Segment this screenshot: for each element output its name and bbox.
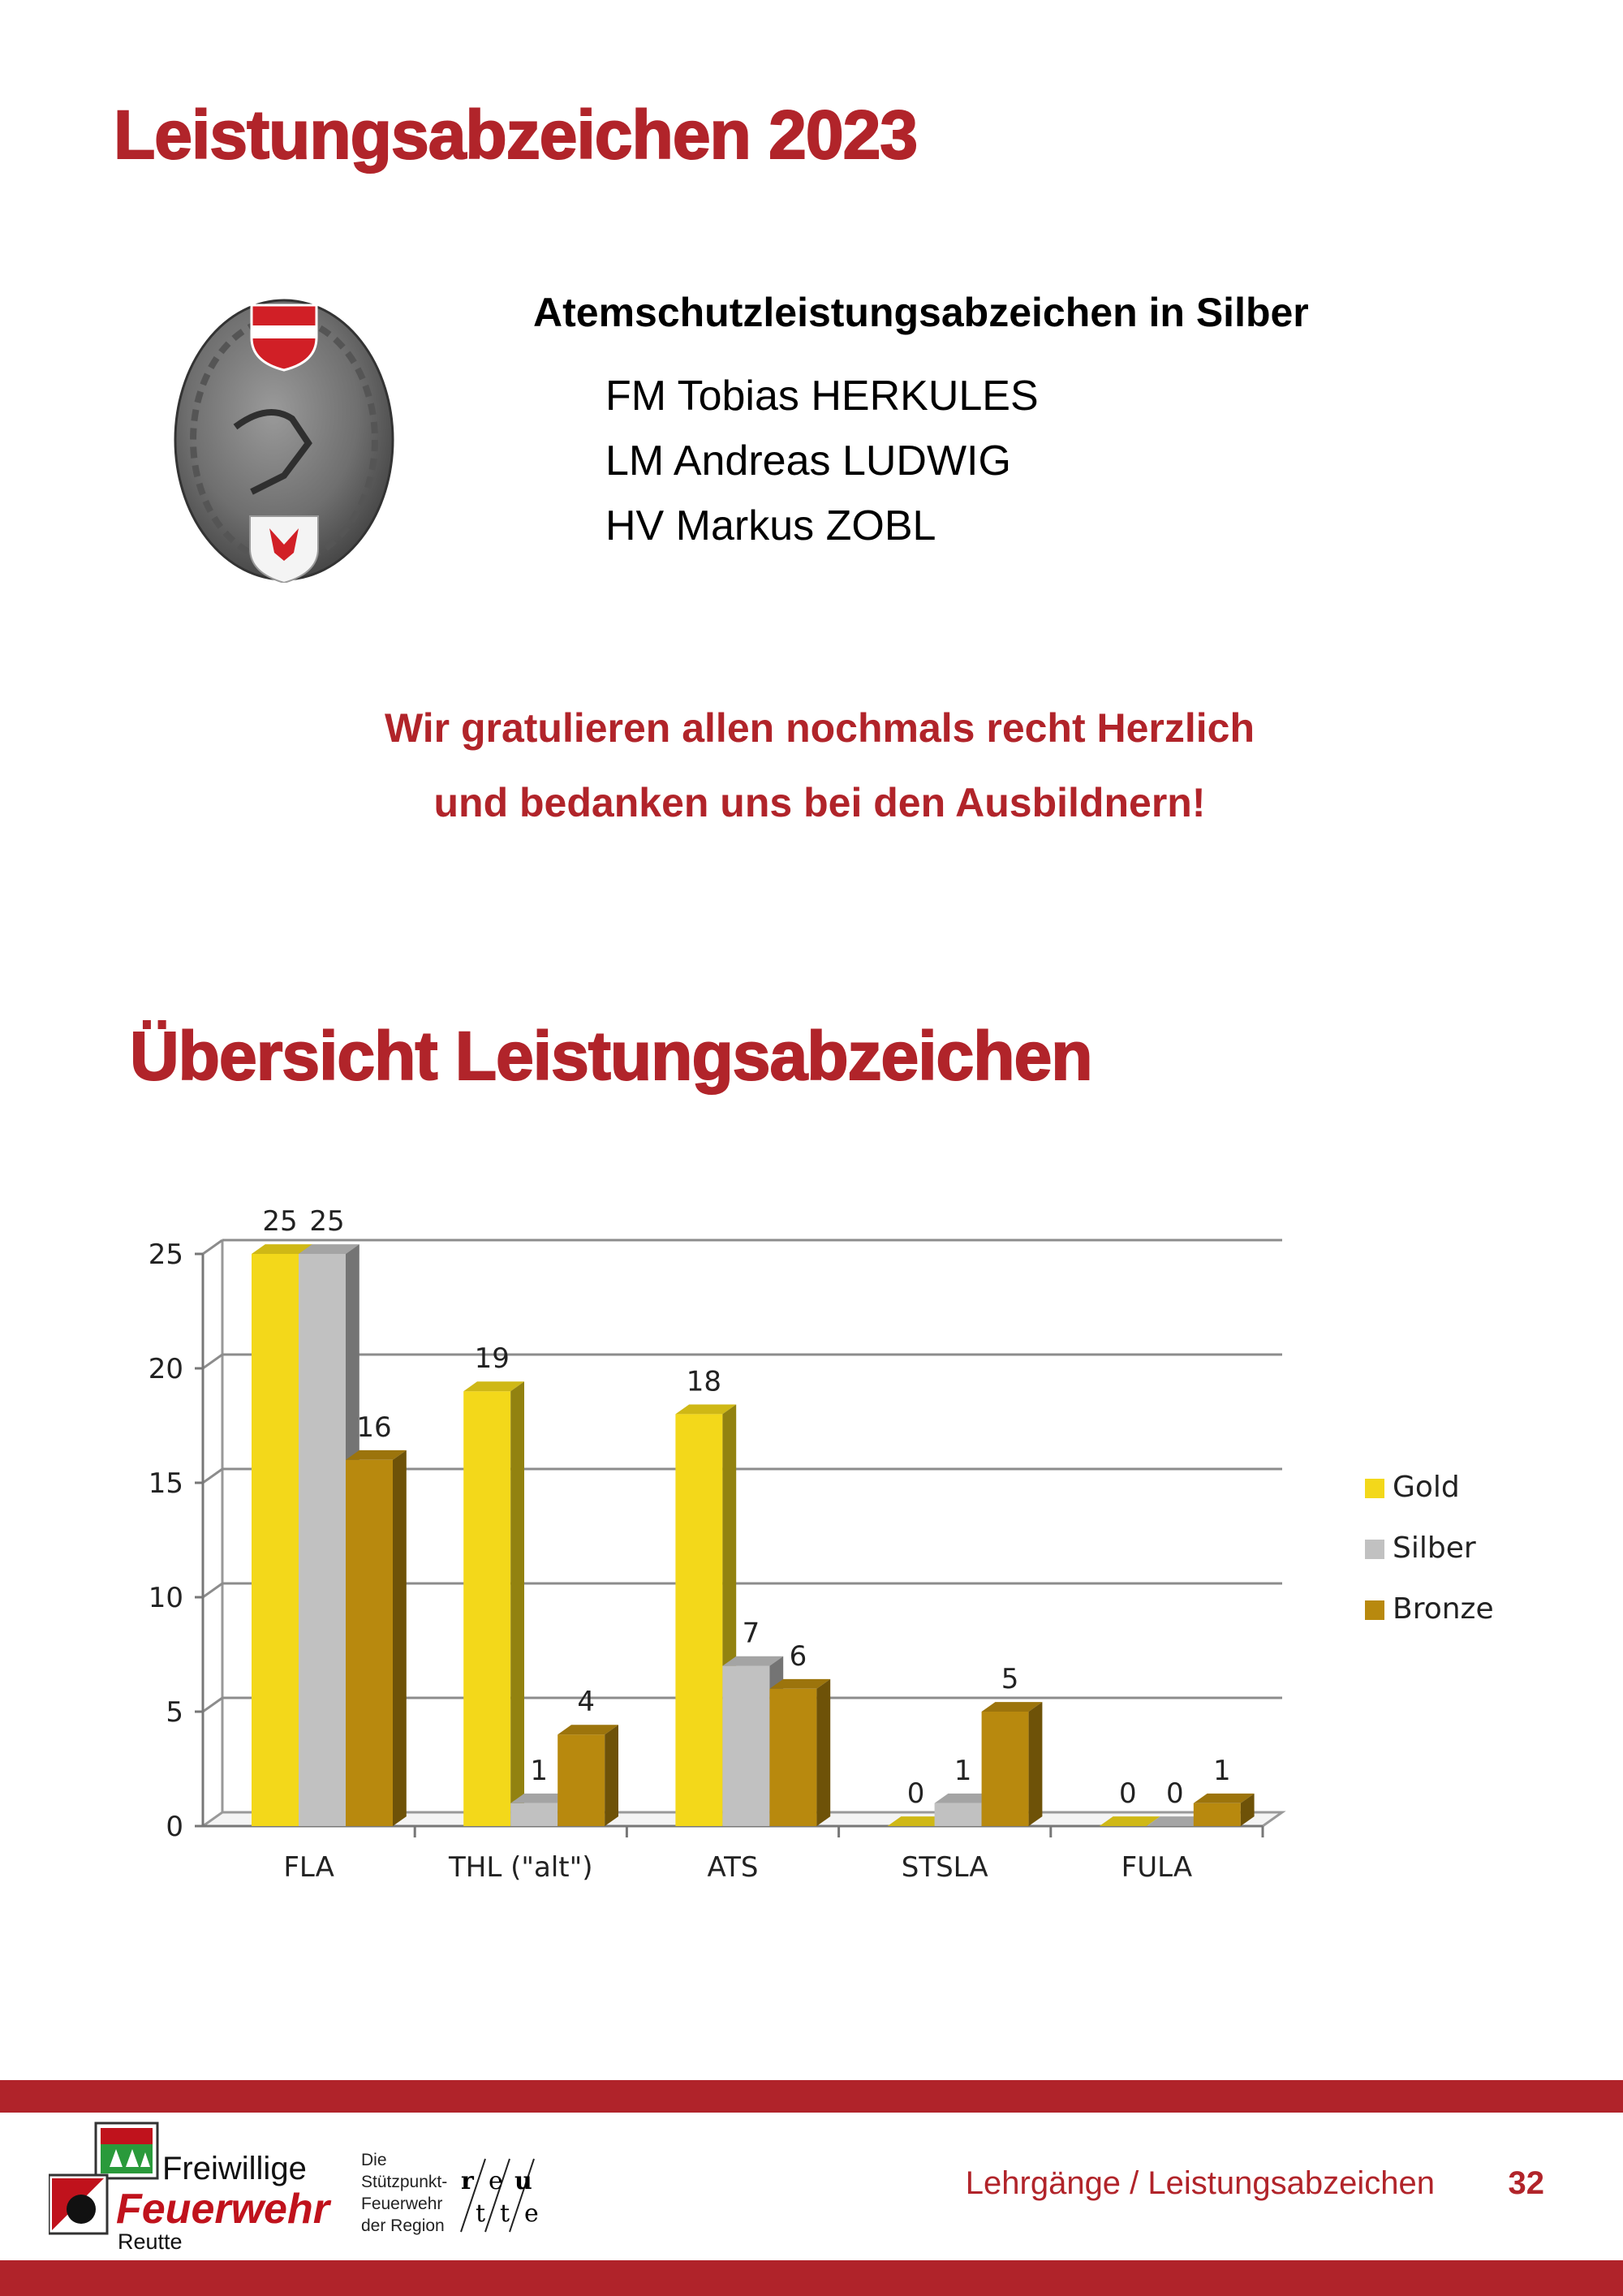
data-label: 1 <box>1212 1754 1231 1787</box>
station-text-line: Die <box>361 2151 387 2169</box>
x-tick-label: FULA <box>1121 1851 1193 1884</box>
data-label: 25 <box>309 1205 345 1238</box>
legend-label: Bronze <box>1393 1592 1494 1626</box>
gridline-side <box>203 1698 222 1712</box>
bar <box>982 1712 1029 1826</box>
data-label: 7 <box>742 1617 760 1650</box>
y-tick-label: 25 <box>148 1238 183 1271</box>
footer-band-top <box>0 2080 1623 2113</box>
gridline-side <box>203 1240 222 1254</box>
org-name-line-2: Feuerwehr <box>116 2186 329 2233</box>
bar <box>558 1734 605 1826</box>
station-text-line: Stützpunkt- <box>361 2173 448 2191</box>
y-tick-label: 0 <box>166 1811 183 1843</box>
data-label: 4 <box>577 1686 596 1719</box>
reutte-letter: u <box>514 2167 532 2195</box>
data-label: 25 <box>262 1205 298 1238</box>
page-title: Leistungsabzeichen 2023 <box>114 97 918 173</box>
bar-side <box>1029 1702 1043 1826</box>
x-tick-label: THL ("alt") <box>449 1851 593 1884</box>
data-label: 19 <box>474 1342 510 1376</box>
recipient-3: HV Markus ZOBL <box>605 502 936 549</box>
station-text-line: Feuerwehr <box>361 2195 443 2213</box>
legend-swatch <box>1365 1600 1384 1620</box>
org-name-line-1: Freiwillige <box>162 2151 307 2186</box>
station-text-line: der Region <box>361 2216 445 2235</box>
bar-side <box>816 1679 830 1826</box>
bar <box>935 1803 982 1826</box>
data-label: 1 <box>954 1754 972 1787</box>
gridline-side <box>203 1355 222 1368</box>
data-label: 16 <box>356 1411 392 1444</box>
data-label: 6 <box>789 1639 807 1673</box>
reutte-letter: t <box>500 2199 510 2228</box>
section-heading: Atemschutzleistungsabzeichen in Silber <box>533 290 1309 335</box>
x-tick-label: ATS <box>707 1851 759 1884</box>
org-name-line-3: Reutte <box>118 2229 183 2254</box>
footer-caption: Lehrgänge / Leistungsabzeichen <box>965 2165 1435 2201</box>
reutte-letter: e <box>489 2167 503 2195</box>
y-tick-label: 20 <box>148 1353 183 1385</box>
legend-label: Gold <box>1393 1471 1460 1504</box>
legend-label: Silber <box>1393 1531 1476 1565</box>
bar <box>1194 1803 1241 1826</box>
data-label: 0 <box>1118 1777 1137 1810</box>
page-number: 32 <box>1508 2165 1544 2201</box>
x-tick-label: STSLA <box>901 1851 988 1884</box>
footer-band-bottom <box>0 2260 1623 2296</box>
bar <box>510 1803 558 1826</box>
data-label: 0 <box>1165 1777 1184 1810</box>
congrats-line-1: Wir gratulieren allen nochmals recht Herzlich <box>384 705 1255 751</box>
bar <box>769 1689 816 1826</box>
congrats-line-2: und bedanken uns bei den Ausbildnern! <box>433 780 1206 825</box>
gridline-side <box>203 1469 222 1483</box>
bar-side <box>605 1725 618 1826</box>
bar <box>675 1414 722 1826</box>
bar-side <box>393 1450 407 1826</box>
bar <box>722 1666 769 1826</box>
data-label: 18 <box>686 1365 722 1398</box>
reutte-letter: r <box>461 2167 474 2195</box>
bar <box>346 1460 393 1826</box>
overview-title: Übersicht Leistungsabzeichen <box>130 1018 1092 1094</box>
y-tick-label: 10 <box>148 1582 183 1614</box>
gridline-side <box>203 1583 222 1597</box>
y-tick-label: 15 <box>148 1467 183 1500</box>
reutte-letter: e <box>524 2199 539 2228</box>
data-label: 5 <box>1001 1663 1019 1695</box>
badge-chart <box>122 1193 1550 1923</box>
bar <box>299 1254 346 1826</box>
x-tick-label: FLA <box>283 1851 334 1884</box>
recipient-1: FM Tobias HERKULES <box>605 373 1039 420</box>
legend-swatch <box>1365 1540 1384 1559</box>
badge-image <box>172 297 396 583</box>
data-label: 0 <box>906 1777 925 1810</box>
bar <box>463 1391 510 1826</box>
recipient-2: LM Andreas LUDWIG <box>605 437 1011 485</box>
y-tick-label: 5 <box>166 1696 183 1729</box>
legend-swatch <box>1365 1479 1384 1498</box>
station-text <box>361 2149 447 2237</box>
reutte-letter: t <box>476 2199 486 2228</box>
data-label: 1 <box>530 1754 549 1787</box>
reutte-mark <box>454 2155 552 2236</box>
bar-side <box>510 1381 524 1826</box>
bar <box>252 1254 299 1826</box>
